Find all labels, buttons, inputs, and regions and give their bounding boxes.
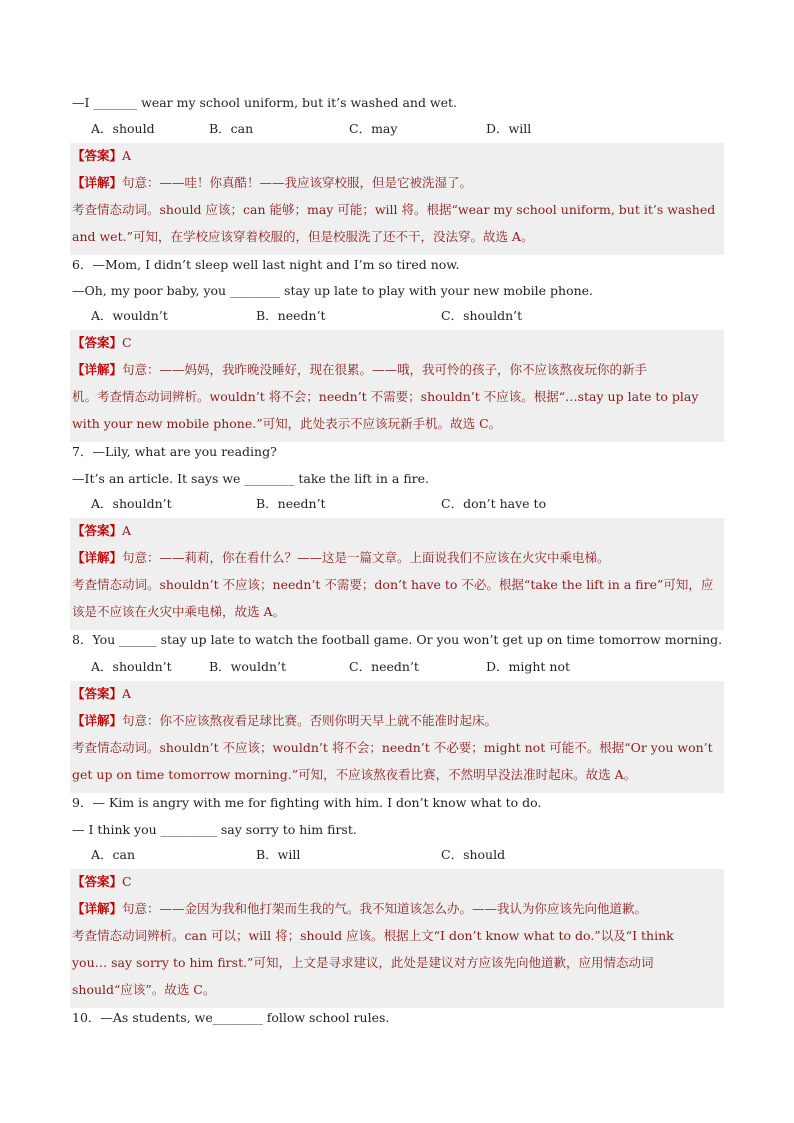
detail-tag: 【详解】 [72, 713, 123, 728]
q6-answer-box [70, 330, 724, 442]
answer-tag: 【答案】 [72, 686, 123, 701]
q9-options [91, 842, 691, 867]
q5-detail-row-2: 考查情态动词。should 应该；can 能够；may 可能；will 将。根据“wear my school uniform, but it’s washed [72, 202, 716, 217]
q8-answer-row [72, 680, 131, 707]
detail-tag: 【详解】 [72, 550, 123, 565]
detail-text: 句意：你不应该熬夜看足球比赛。否则你明天早上就不能准时起床。 [122, 713, 498, 728]
q8-option-d: D．might not [486, 659, 571, 674]
detail-text: 句意：——金因为我和他打架而生我的气。我不知道该怎么办。——我认为你应该先向他道歉。 [122, 901, 648, 916]
q9-detail-row-3: you… say sorry to him first.”可知，上文是寻求建议，此处是建议对方应该先向他道歉，应用情态动词 [72, 955, 654, 970]
q8-detail-row-2: 考查情态动词。shouldn’t 不应该；wouldn’t 将不会；needn’t 不必要；might not 可能不。根据“Or you won’t [72, 740, 713, 755]
q5-option-d: D．will [486, 121, 532, 136]
detail-tag: 【详解】 [72, 901, 123, 916]
q6-option-c: C．shouldn’t [441, 308, 523, 323]
q8-option-c: C．needn’t [349, 659, 419, 674]
answer-tag: 【答案】 [72, 523, 123, 538]
q5-options [91, 116, 691, 141]
answer-value: A [122, 523, 132, 538]
q7-answer-row [72, 517, 131, 544]
q8-option-b: B．wouldn’t [209, 659, 287, 674]
detail-text: 句意：——妈妈，我昨晚没睡好，现在很累。——哦，我可怜的孩子，你不应该熬夜玩你的新手 [122, 362, 648, 377]
q9-stem-line-1: 9．— Kim is angry with me for fighting with him. I don’t know what to do. [72, 795, 542, 810]
q6-answer-row [72, 329, 132, 356]
q7-option-b: B．needn’t [256, 496, 326, 511]
q8-stem-line-1: 8．You ______ stay up late to watch the football game. Or you won’t get up on time tomorrow morning. [72, 632, 723, 647]
q9-option-a: A．can [91, 847, 136, 862]
q7-answer-box [70, 518, 724, 630]
detail-text: 句意：——莉莉，你在看什么？——这是一篇文章。上面说我们不应该在火灾中乘电梯。 [122, 550, 610, 565]
q6-stem-line-1: 6．—Mom, I didn’t sleep well last night and I’m so tired now. [72, 257, 460, 272]
q9-option-c: C．should [441, 847, 506, 862]
q9-detail-row-1 [72, 895, 647, 922]
q9-answer-box [70, 869, 724, 1008]
q6-detail-row-2: 机。考查情态动词辨析。wouldn’t 将不会；needn’t 不需要；shouldn’t 不应该。根据“…stay up late to play [72, 389, 699, 404]
q7-detail-row-3: 该是不应该在火灾中乘电梯，故选 A。 [72, 604, 286, 619]
q6-detail-row-1 [72, 356, 647, 383]
q8-options [91, 654, 691, 679]
q8-answer-box [70, 681, 724, 793]
q8-detail-row-3: get up on time tomorrow morning.”可知，不应该熬夜看比赛，不然明早没法准时起床。故选 A。 [72, 767, 637, 782]
q8-option-a: A．shouldn’t [91, 659, 172, 674]
q9-answer-row [72, 868, 132, 895]
q5-detail-row-3: and wet.”可知，在学校应该穿着校服的，但是校服洗了还不干，没法穿。故选 A。 [72, 229, 534, 244]
q6-options [91, 303, 691, 328]
q7-options [91, 491, 691, 516]
q8-detail-row-1 [72, 707, 497, 734]
q7-stem-line-2: —It’s an article. It says we ________ take the lift in a fire. [72, 471, 430, 486]
answer-value: C [122, 335, 132, 350]
q6-stem-line-2: —Oh, my poor baby, you ________ stay up late to play with your new mobile phone. [72, 283, 594, 298]
q5-stem-line: —I _______ wear my school uniform, but it’s washed and wet. [72, 95, 458, 110]
answer-value: A [122, 148, 132, 163]
q9-stem-line-2: — I think you _________ say sorry to him first. [72, 822, 357, 837]
q6-option-b: B．needn’t [256, 308, 326, 323]
detail-text: 句意：——哇！你真酷！——我应该穿校服，但是它被洗湿了。 [122, 175, 473, 190]
detail-tag: 【详解】 [72, 175, 123, 190]
detail-tag: 【详解】 [72, 362, 123, 377]
q6-detail-row-3: with your new mobile phone.”可知，此处表示不应该玩新手机。故选 C。 [72, 416, 502, 431]
q9-option-b: B．will [256, 847, 301, 862]
q5-option-c: C．may [349, 121, 398, 136]
q10-stem-line-1: 10．—As students, we________ follow school rules. [72, 1010, 390, 1025]
q7-detail-row-2: 考查情态动词。shouldn’t 不应该；needn’t 不需要；don’t have to 不必。根据“take the lift in a fire”可知，应 [72, 577, 714, 592]
answer-tag: 【答案】 [72, 874, 123, 889]
answer-value: A [122, 686, 132, 701]
q7-stem-line-1: 7．—Lily, what are you reading? [72, 444, 277, 459]
answer-tag: 【答案】 [72, 148, 123, 163]
answer-value: C [122, 874, 132, 889]
q5-option-b: B．can [209, 121, 254, 136]
q7-option-a: A．shouldn’t [91, 496, 172, 511]
q6-option-a: A．wouldn’t [91, 308, 168, 323]
q5-detail-row-1 [72, 169, 472, 196]
answer-tag: 【答案】 [72, 335, 123, 350]
q5-option-a: A．should [91, 121, 155, 136]
q9-detail-row-2: 考查情态动词辨析。can 可以；will 将；should 应该。根据上文“I don’t know what to do.”以及“I think [72, 928, 674, 943]
q5-answer-box [70, 143, 724, 255]
q5-answer-row [72, 142, 131, 169]
q7-detail-row-1 [72, 544, 610, 571]
q9-detail-row-4: should“应该”。故选 C。 [72, 982, 216, 997]
q7-option-c: C．don’t have to [441, 496, 547, 511]
